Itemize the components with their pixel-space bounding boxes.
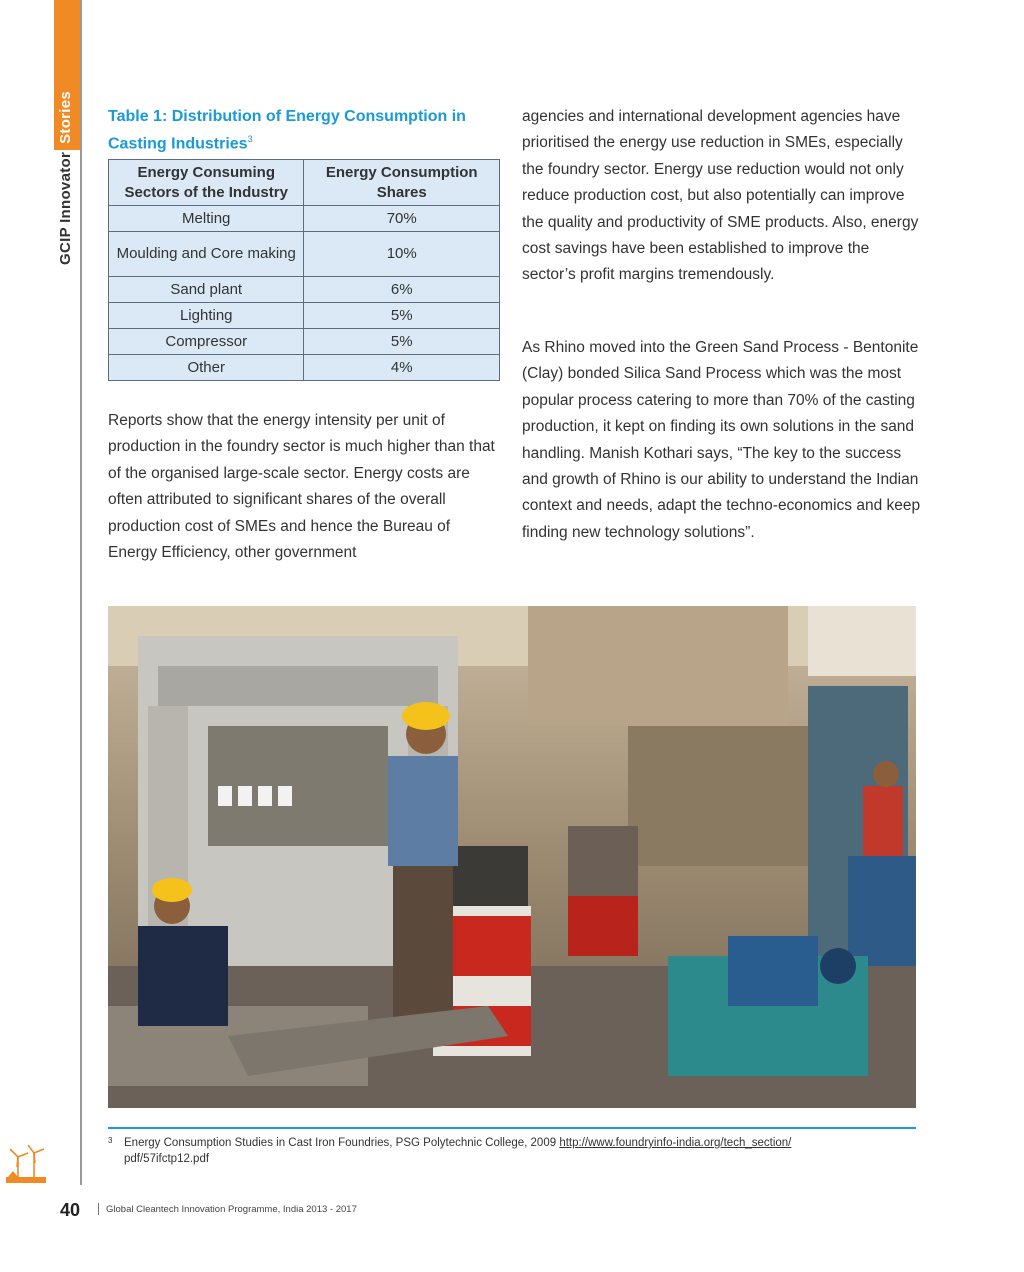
table-cell-sector: Compressor — [109, 329, 304, 355]
table-row — [109, 232, 500, 277]
table-cell-sector: Melting — [109, 206, 304, 232]
table-header-share: Energy Consumption Shares — [304, 160, 500, 206]
table-cell-sector: Sand plant — [109, 277, 304, 303]
table-cell-share: 5% — [304, 303, 500, 329]
table-title: Table 1: Distribution of Energy Consumption in Casting Industries$^3$ — [108, 108, 466, 153]
table-cell-sector: Moulding and Core making — [109, 232, 304, 277]
foundry-photo — [108, 606, 916, 1108]
body-paragraph-right-2: As Rhino moved into the Green Sand Process - Bentonite (Clay) bonded Silica Sand Process which was the most popular process catering to more than 70% of the casting production, it kept on finding its own solutions in the sand handling. Manish Kothari says, “The key to the success and growth of Rhino is our ability to understand the Indian context and needs, adapt the techno-economics and keep finding new technology solutions”. — [522, 339, 921, 541]
table-header-row — [109, 160, 500, 206]
footnote-link[interactable]: http://www.foundryinfo-india.org/tech_section/ — [559, 1137, 792, 1149]
table-row — [109, 355, 500, 381]
table-row — [109, 206, 500, 232]
footnote-divider — [108, 1127, 916, 1129]
body-paragraph-left: Reports show that the energy intensity per unit of production in the foundry sector is much higher than that of the organised large-scale sector. Energy costs are often attributed to significant shares of the overall production cost of SMEs and hence the Bureau of Energy Efficiency, other government — [108, 412, 495, 562]
table-row — [109, 303, 500, 329]
footer-separator — [98, 1203, 99, 1215]
table-row — [109, 277, 500, 303]
page-number: 40 — [60, 1200, 81, 1220]
table-cell-share: 6% — [304, 277, 500, 303]
table-cell-share: 5% — [304, 329, 500, 355]
table-title-footnote-ref: 3 — [247, 134, 253, 144]
sidebar-section-label: GCIP InnovatorStories — [57, 90, 74, 265]
table-cell-sector: Other — [109, 355, 304, 381]
table-cell-share: 70% — [304, 206, 500, 232]
table-cell-share: 4% — [304, 355, 500, 381]
energy-consumption-table — [108, 159, 500, 381]
table-header-sector: Energy Consuming Sectors of the Industry — [109, 160, 304, 206]
sidebar-rule — [80, 0, 82, 1185]
table-cell-share: 10% — [304, 232, 500, 277]
wind-turbine-logo-icon — [4, 1143, 48, 1187]
footer-publication-title: Global Cleantech Innovation Programme, India 2013 - 2017 — [106, 1204, 357, 1215]
body-paragraph-right-1: agencies and international development agencies have prioritised the energy use reduction in SMEs, especially the foundry sector. Energy use reduction would not only reduce production cost, but also potentially can improve the quality and productivity of SME products. Also, energy cost savings have been established to improve the sector’s profit margins tremendously. — [522, 108, 919, 284]
footnote-text: Energy Consumption Studies in Cast Iron Foundries, PSG Polytechnic College, 2009 http://www.foundryinfo-india.org/tech_section/ pdf/57ifctp12.pdf — [124, 1137, 792, 1165]
table-row — [109, 329, 500, 355]
footnote-number: 3 — [108, 1136, 113, 1145]
table-cell-sector: Lighting — [109, 303, 304, 329]
